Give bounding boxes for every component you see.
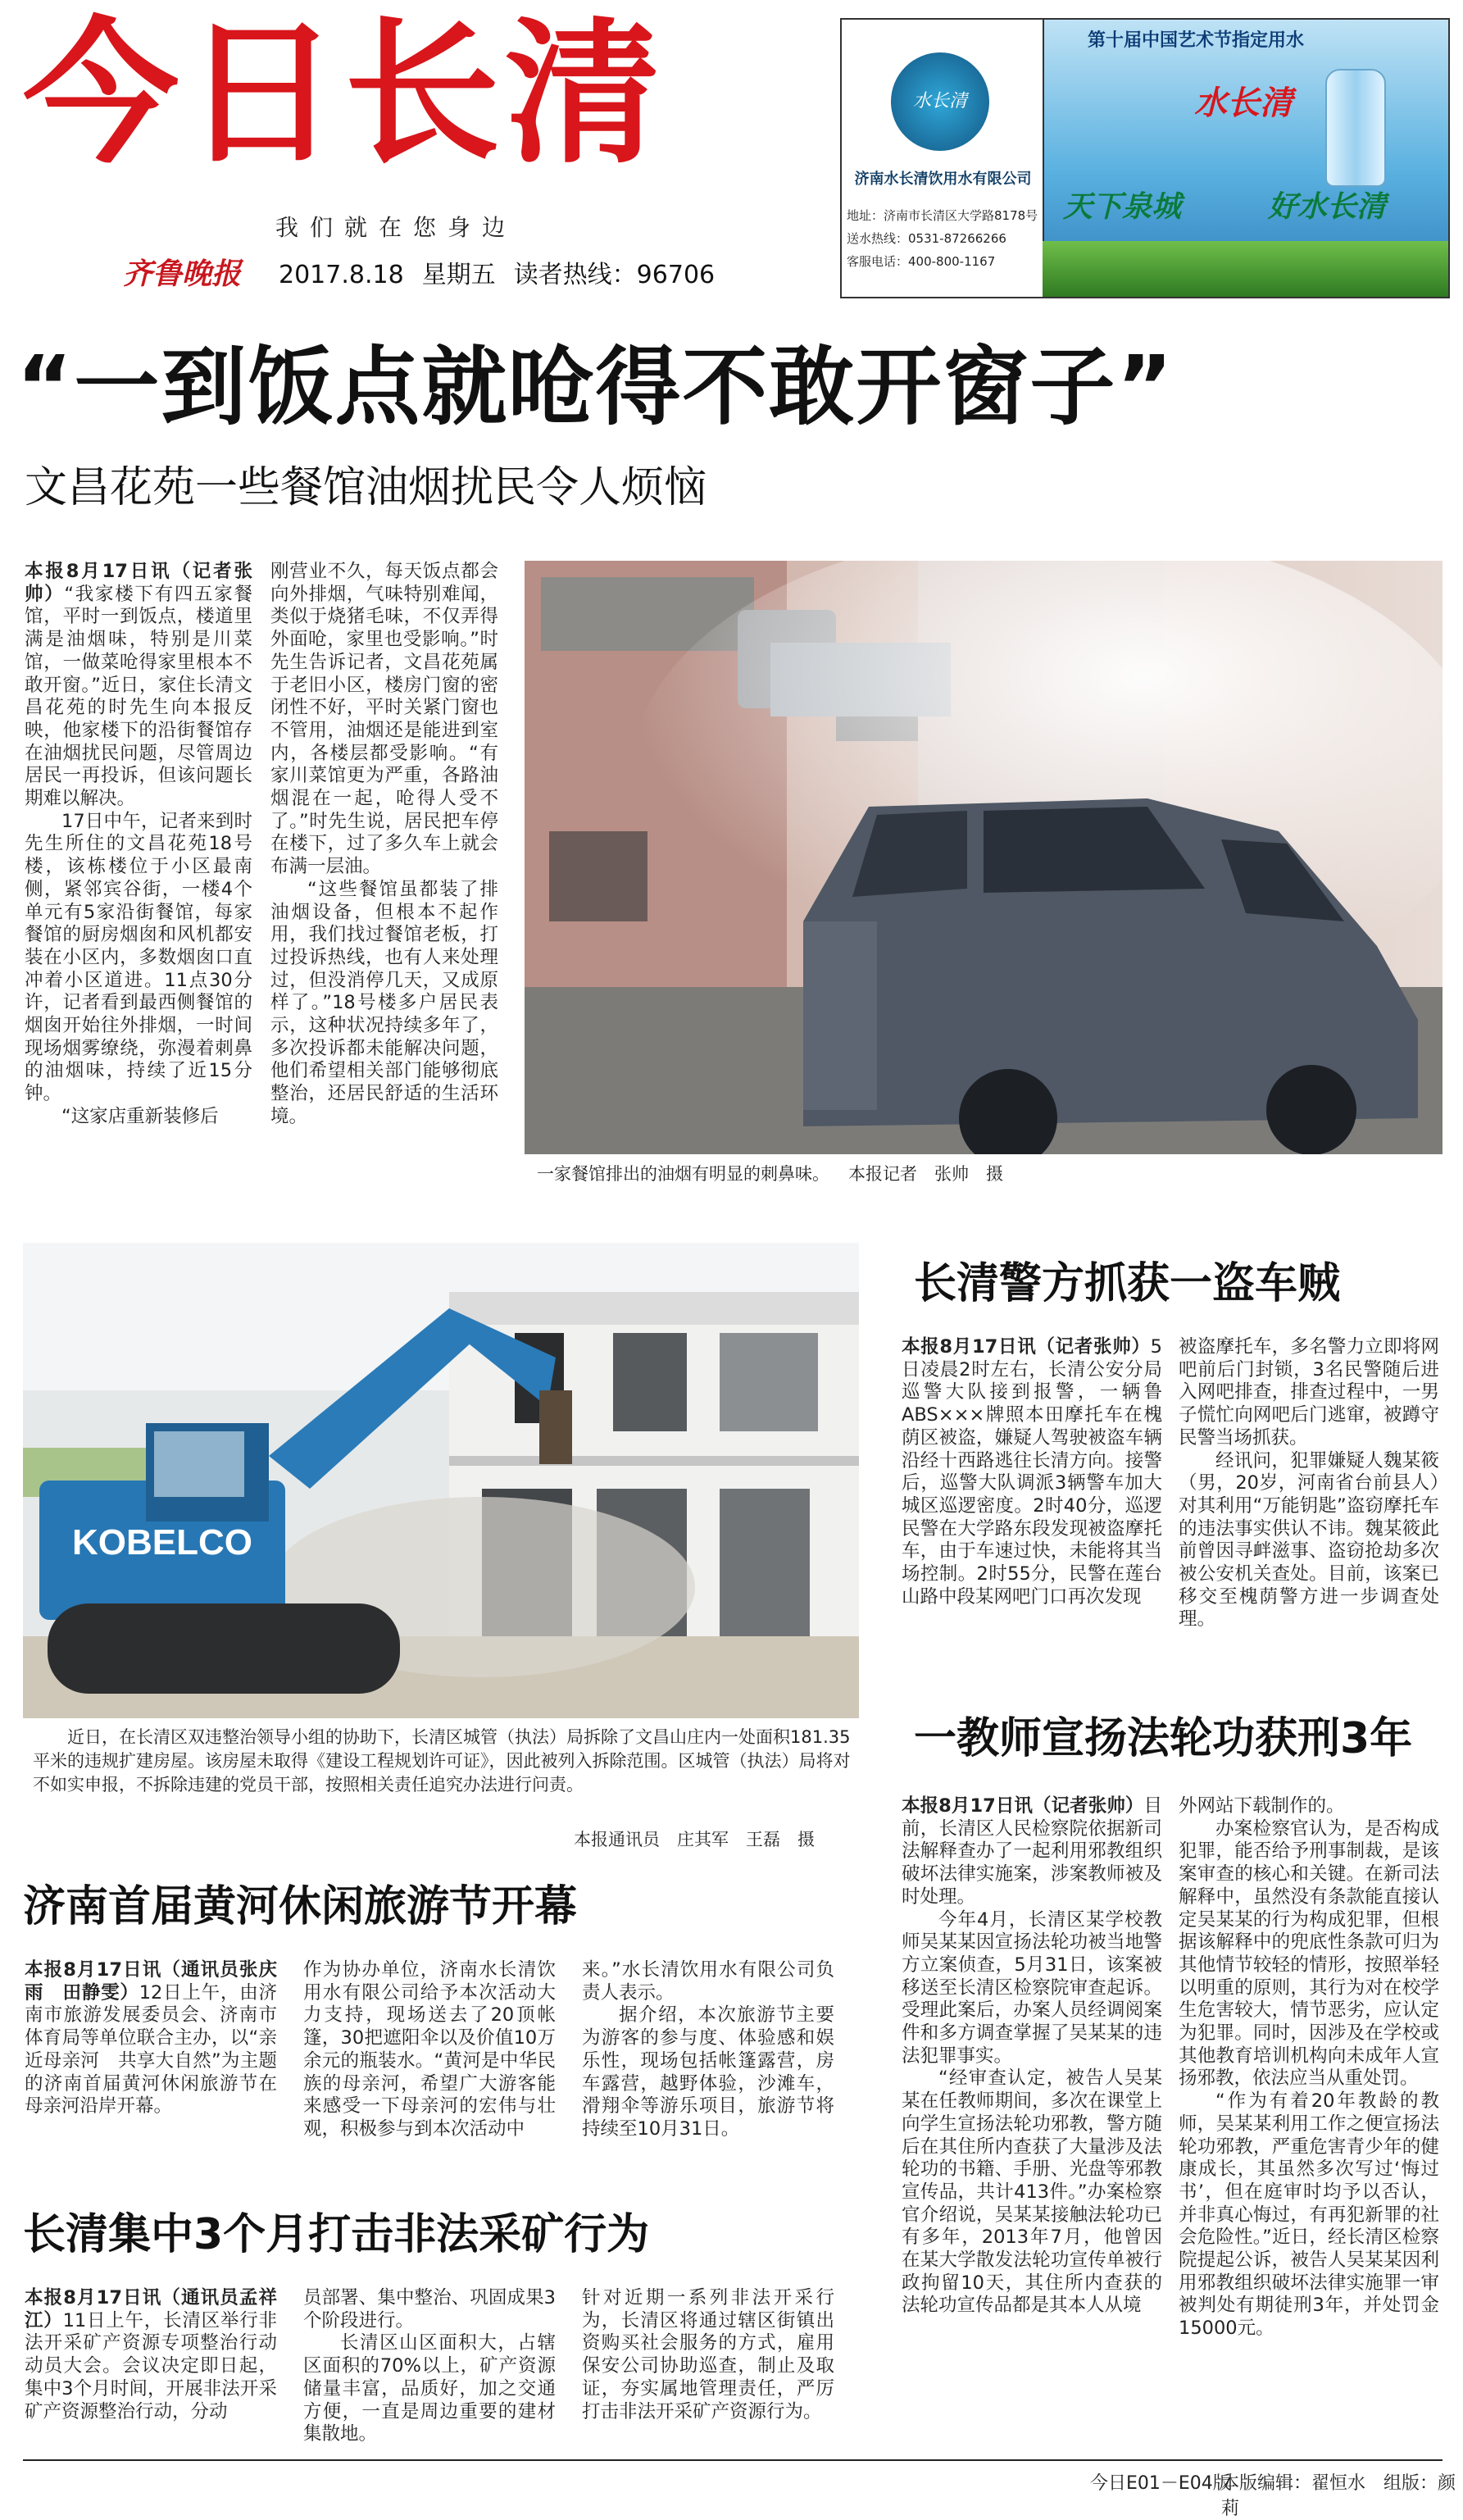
article-paragraph — [902, 1336, 1162, 1608]
article-paragraph: 作为协办单位，济南水长清饮用水有限公司给予本次活动大力支持，现场送去了20顶帐篷，30把遮阳伞以及价值10万余元的瓶装水。“黄河是中华民族的母亲河，希望广大游客能来感受一下母亲河的宏伟与壮观，积极参与到本次活动中 — [303, 1959, 556, 2140]
masthead-title: 今日长清 — [23, 3, 666, 184]
festival-column-1 — [25, 1959, 277, 2164]
teacher-column-2 — [1179, 1795, 1439, 2443]
issue-date: 2017.8.18 — [279, 261, 404, 289]
article-paragraph: 长清区山区面积大，占辖区面积的70%以上，矿产资源储量丰富，品质好，加之交通方便，一直是周边重要的建材集散地。 — [303, 2332, 556, 2445]
footer-divider — [23, 2459, 1443, 2461]
demolition-photo — [23, 1243, 859, 1718]
issue-weekday: 星期五 — [421, 261, 496, 289]
water-advertisement — [840, 18, 1450, 298]
article-paragraph: 被盗摩托车，多名警力立即将网吧前后门封锁，3名民警随后进入网吧排查，排查过程中，一男子慌忙向网吧后门逃窜，被蹲守民警当场抓获。 — [1179, 1336, 1439, 1449]
article-paragraph: “经审查认定，被告人吴某某在任教师期间，多次在课堂上向学生宣扬法轮功邪教，警方随后在其住所内查获了大量涉及法轮功的书籍、手册、光盘等邪教宣传品，共计413件。”办案检察官介绍说，吴某某接触法轮功已有多年，2013年7月，他曾因在某大学散发法轮功宣传单被行政拘留10天，其住所内查获的法轮功宣传品都是其本人从境 — [902, 2067, 1162, 2317]
mining-column-1 — [25, 2287, 277, 2451]
lead-headline: “一到饭点就呛得不敢开窗子” — [16, 337, 1174, 437]
article-paragraph: 来。”水长清饮用水有限公司负责人表示。 — [582, 1959, 834, 2004]
masthead-slogan: 我们就在您身边 — [275, 214, 517, 241]
ad-slogan-left: 天下泉城 — [1063, 189, 1182, 224]
article-paragraph: 据介绍，本次旅游节主要为游客的参与度、体验感和娱乐性，现场包括帐篷露营，房车露营，越野体验，沙滩车，滑翔伞等游乐项目，旅游节将持续至10月31日。 — [582, 2004, 834, 2140]
paper-logo: 齐鲁晚报 — [123, 257, 242, 291]
article-byline: 本报8月17日讯（通讯员孟祥江） — [25, 2287, 277, 2331]
ad-brand-name: 水长清 — [1194, 84, 1293, 122]
police-column-1 — [902, 1336, 1162, 1664]
demolition-caption: 近日，在长清区双违整治领导小组的协助下，长清区城管（执法）局拆除了文昌山庄内一处面积181.35平米的违规扩建房屋。该房屋未取得《建设工程规划许可证》，因此被列入拆除范围。区城管（执法）局将对不如实申报，不拆除违建的党员干部，按照相关责任追究办法进行问责。 — [33, 1727, 851, 1794]
smoke-and-car-photo — [525, 561, 1443, 1154]
footer-editors: 本版编辑：翟恒水 组版：颜莉 — [1221, 2473, 1456, 2519]
ad-company-panel — [842, 20, 1044, 297]
police-headline: 长清警方抓获一盗车贼 — [914, 1259, 1341, 1308]
ad-contact-info — [847, 204, 1038, 273]
ad-delivery-hotline: 送水热线：0531-87266266 — [847, 231, 1006, 246]
teacher-column-1 — [902, 1795, 1162, 2443]
festival-column-3 — [582, 1959, 834, 2164]
article-text: 5日凌晨2时左右，长清公安分局巡警大队接到报警，一辆鲁ABS×××牌照本田摩托车在槐荫区被盗，嫌疑人驾驶被盗车辆沿经十西路逃往长清方向。接警后，巡警大队调派3辆警车加大城区巡逻密度。2时40分，巡逻民警在大学路东段发现被盗摩托车，由于车速过快，未能将其当场控制。2时55分，民警在莲台山路中段某网吧门口再次发现 — [902, 1336, 1162, 1608]
lead-column-2 — [270, 561, 498, 1184]
festival-column-2 — [303, 1959, 556, 2164]
lead-photo-caption: 一家餐馆排出的油烟有明显的刺鼻味。 — [537, 1164, 829, 1184]
article-paragraph: 刚营业不久，每天饭点都会向外排烟，气味特别难闻，类似于烧猪毛味，不仅弄得外面呛，家里也受影响。”时先生告诉记者，文昌花苑属于老旧小区，楼房门窗的密闭性不好，平时关紧门窗也不管用，油烟还是能进到室内，各楼层都受影响。“有家川菜馆更为严重，各路油烟混在一起，呛得人受不了。”时先生说，居民把车停在楼下，过了多久车上就会布满一层油。 — [270, 561, 498, 878]
article-paragraph — [25, 2287, 277, 2423]
ad-company-name: 济南水长清饮用水有限公司 — [854, 171, 1032, 188]
article-paragraph: 外网站下载制作的。 — [1179, 1795, 1345, 1817]
footer-pages: 今日E01－E04版 — [1090, 2473, 1231, 2494]
ad-top-banner: 第十届中国艺术节指定用水 — [1088, 30, 1305, 51]
article-byline: 本报8月17日讯（记者张帅） — [902, 1795, 1144, 1817]
lead-photo — [525, 561, 1443, 1154]
article-paragraph: 针对近期一系列非法开采行为，长清区将通过辖区街镇出资购买社会服务的方式，雇用保安公司协助巡查，制止及取证，夯实属地管理责任，严厉打击非法开采矿产资源行为。 — [582, 2287, 834, 2422]
excavator-brand: KOBELCO — [72, 1522, 252, 1562]
police-column-2 — [1179, 1336, 1439, 1664]
dateline — [279, 254, 733, 290]
article-paragraph — [25, 1959, 277, 2118]
ad-slogan-right: 好水长清 — [1268, 189, 1387, 224]
mining-column-3 — [582, 2287, 834, 2451]
article-paragraph: 17日中午，记者来到时先生所住的文昌花苑18号楼，该栋楼位于小区最南侧，紧邻宾谷街，一楼4个单元有5家沿街餐馆，每家餐馆的厨房烟囱和风机都安装在小区内，多数烟囱口直冲着小区道进。11点30分许，记者看到最西侧餐馆的烟囱开始往外排烟，一时间现场烟雾缭绕，弥漫着刺鼻的油烟味，持续了近15分钟。 — [25, 810, 252, 1105]
ad-grass-decoration — [1043, 241, 1448, 297]
ad-service-hotline: 客服电话：400-800-1167 — [847, 254, 996, 269]
teacher-headline: 一教师宣扬法轮功获刑3年 — [914, 1714, 1413, 1763]
ad-address: 地址：济南市长清区大学路8178号 — [847, 208, 1038, 223]
article-paragraph — [25, 561, 252, 811]
article-byline: 本报8月17日讯（记者张帅） — [902, 1336, 1151, 1358]
lead-column-1 — [25, 561, 252, 1184]
mining-headline: 长清集中3个月打击非法采矿行为 — [23, 2210, 650, 2259]
article-byline: 本报8月17日讯（记者张帅） — [25, 561, 252, 605]
lead-photo-credit: 本报记者 张帅 摄 — [848, 1164, 1003, 1184]
article-paragraph — [902, 1795, 1162, 1909]
article-text: “我家楼下有四五家餐馆，平时一到饭点，楼道里满是油烟味，特别是川菜馆，一做菜呛得家里根本不敢开窗。”近日，家住长清文昌花苑的时先生向本报反映，他家楼下的沿街餐馆存在油烟扰民问题，尽管周边居民一再投诉，但该问题长期难以解决。 — [25, 583, 252, 810]
article-text: 目前，长清区人民检察院依据新司法解释查办了一起利用邪教组织破坏法律实施案，涉案教师被及时处理。 — [902, 1795, 1162, 1908]
lead-subhead: 文昌花苑一些餐馆油烟扰民令人烦恼 — [25, 463, 707, 512]
article-paragraph: 员部署、集中整治、巩固成果3个阶段进行。 — [303, 2287, 556, 2331]
demolition-credit: 本报通讯员 庄其军 王磊 摄 — [574, 1830, 815, 1849]
article-paragraph: “这些餐馆虽都装了排油烟设备，但根本不起作用，我们找过餐馆老板，打过投诉热线，也有人来处理过，但没消停几天，又成原样了。”18号楼多户居民表示，这种状况持续多年了，多次投诉都未能解决问题，他们希望相关部门能够彻底整治，还居民舒适的生活环境。 — [270, 878, 498, 1127]
article-paragraph: 经讯问，犯罪嫌疑人魏某筱（男，20岁，河南省台前县人）对其利用“万能钥匙”盗窃摩托车的违法事实供认不讳。魏某筱此前曾因寻衅滋事、盗窃抢劫多次被公安机关查处。目前，该案已移交至槐荫警方进一步调查处理。 — [1179, 1449, 1439, 1631]
article-paragraph: “这家店重新装修后 — [61, 1105, 219, 1127]
festival-headline: 济南首届黄河休闲旅游节开幕 — [23, 1882, 578, 1931]
article-text: 12日上午，由济南市旅游发展委员会、济南市体育局等单位联合主办，以“亲近母亲河 共享大自然”为主题的济南首届黄河休闲旅游节在母亲河沿岸开幕。 — [25, 1981, 277, 2117]
reader-hotline: 读者热线：96706 — [513, 261, 716, 289]
article-paragraph: “作为有着20年教龄的教师，吴某某利用工作之便宣扬法轮功邪教，严重危害青少年的健康成长，其虽然多次写过‘悔过书’，但在庭审时均予以否认，并非真心悔过，有再犯新罪的社会危险性。”近日，经长清区检察院提起公诉，被告人吴某某因利用邪教组织破坏法律实施罪一审被判处有期徒刑3年，并处罚金15000元。 — [1179, 2090, 1439, 2340]
article-paragraph: 办案检察官认为，是否构成犯罪，能否给予刑事制裁，是该案审查的核心和关键。在新司法解释中，虽然没有条款能直接认定吴某某的行为构成犯罪，但根据该解释中的兜底性条款可归为其他情节较轻的情形，按照举轻以明重的原则，其行为对在校学生危害较大，情节恶劣，应认定为犯罪。同时，因涉及在学校或其他教育培训机构向未成年人宣扬邪教，依法应当从重处罚。 — [1179, 1817, 1439, 2090]
water-bottle-icon — [1325, 69, 1386, 187]
mining-column-2 — [303, 2287, 556, 2451]
article-paragraph: 今年4月，长清区某学校教师吴某某因宣扬法轮功被当地警方立案侦查，5月31日，该案被移送至长清区检察院审查起诉。受理此案后，办案人员经调阅案件和多方调查掌握了吴某某的违法犯罪事实。 — [902, 1908, 1162, 2067]
excavator-photo — [23, 1243, 859, 1718]
article-text: 11日上午，长清区举行非法开采矿产资源专项整治行动动员大会。会议决定即日起，集中3个月时间，开展非法开采矿产资源整治行动，分动 — [25, 2309, 277, 2422]
article-byline: 本报8月17日讯（通讯员张庆雨 田静雯） — [25, 1959, 277, 2004]
water-logo-icon: 水长清 — [891, 52, 989, 151]
